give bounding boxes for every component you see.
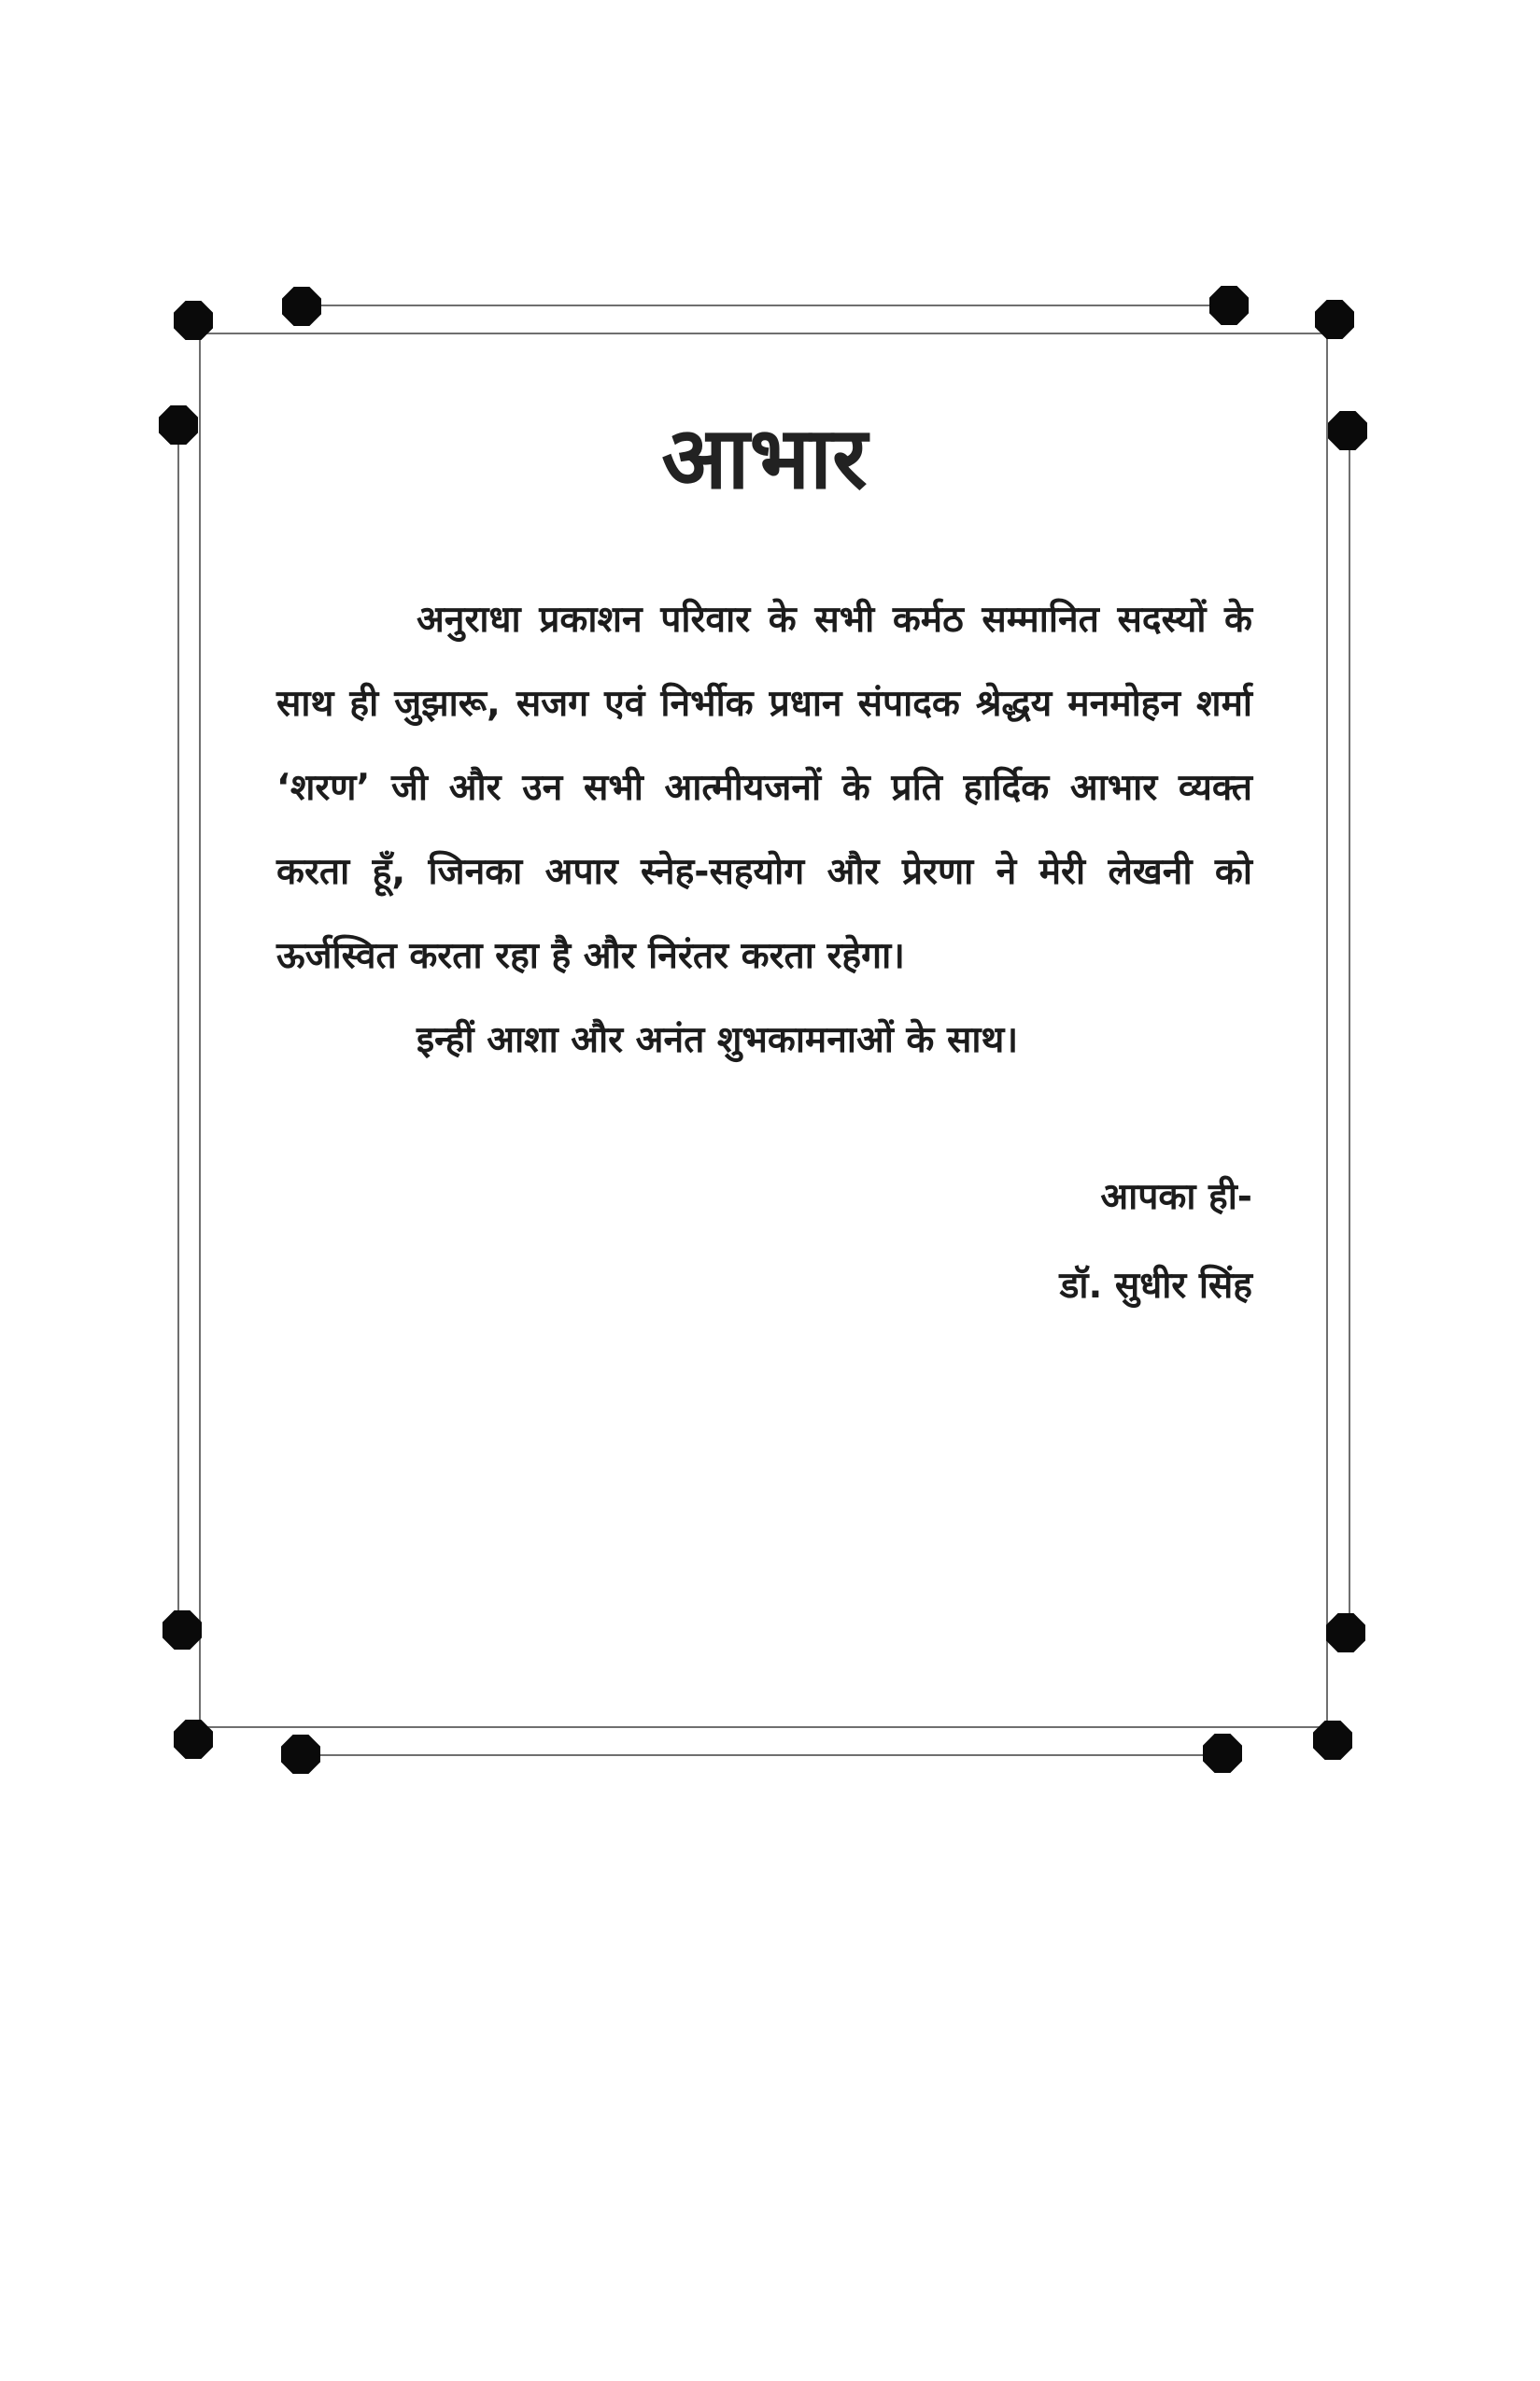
frame-line-right-inner xyxy=(1326,327,1328,1737)
frame-line-left-outer xyxy=(177,439,179,1625)
signature-block xyxy=(276,1153,1252,1330)
frame-line-bottom-inner xyxy=(196,1726,1345,1728)
ornament-dot xyxy=(159,405,198,445)
signature-closing: आपका ही- xyxy=(1100,1176,1252,1219)
ornament-dot xyxy=(1315,300,1354,339)
ornament-dot xyxy=(174,1720,213,1759)
ornament-dot xyxy=(1313,1721,1352,1760)
signature-name: डॉ. सुधीर सिंह xyxy=(1059,1265,1252,1308)
page-title: आभार xyxy=(661,407,868,508)
ornament-dot xyxy=(1209,286,1249,325)
ornament-dot xyxy=(281,1735,320,1774)
acknowledgement-content xyxy=(276,407,1252,1330)
frame-line-top-inner xyxy=(196,333,1345,334)
frame-line-top-outer xyxy=(308,305,1242,306)
acknowledgement-paragraph: अनुराधा प्रकाशन परिवार के सभी कर्मठ सम्मानित सदस्यों के साथ ही जुझारू, सजग एवं निर्भीक प्रधान संपादक श्रेद्धय मनमोहन शर्मा ‘शरण’ जी और उन सभी आत्मीयजनों के प्रति हार्दिक आभार व्यक्त करता हूँ, जिनका अपार स्नेह-सहयोग और प्रेरणा ने मेरी लेखनी को ऊर्जस्वित करता रहा है और निरंतर करता रहेगा। xyxy=(276,599,1252,978)
closing-paragraph: इन्हीं आशा और अनंत शुभकामनाओं के साथ। xyxy=(417,1019,1019,1062)
frame-line-left-inner xyxy=(199,327,201,1737)
frame-line-bottom-outer xyxy=(308,1754,1242,1756)
ornament-dot xyxy=(162,1610,202,1650)
ornament-dot xyxy=(1328,411,1367,450)
frame-line-right-outer xyxy=(1349,439,1350,1625)
ornament-dot xyxy=(282,287,321,326)
ornament-dot xyxy=(1203,1734,1242,1773)
ornament-dot xyxy=(1326,1613,1365,1652)
